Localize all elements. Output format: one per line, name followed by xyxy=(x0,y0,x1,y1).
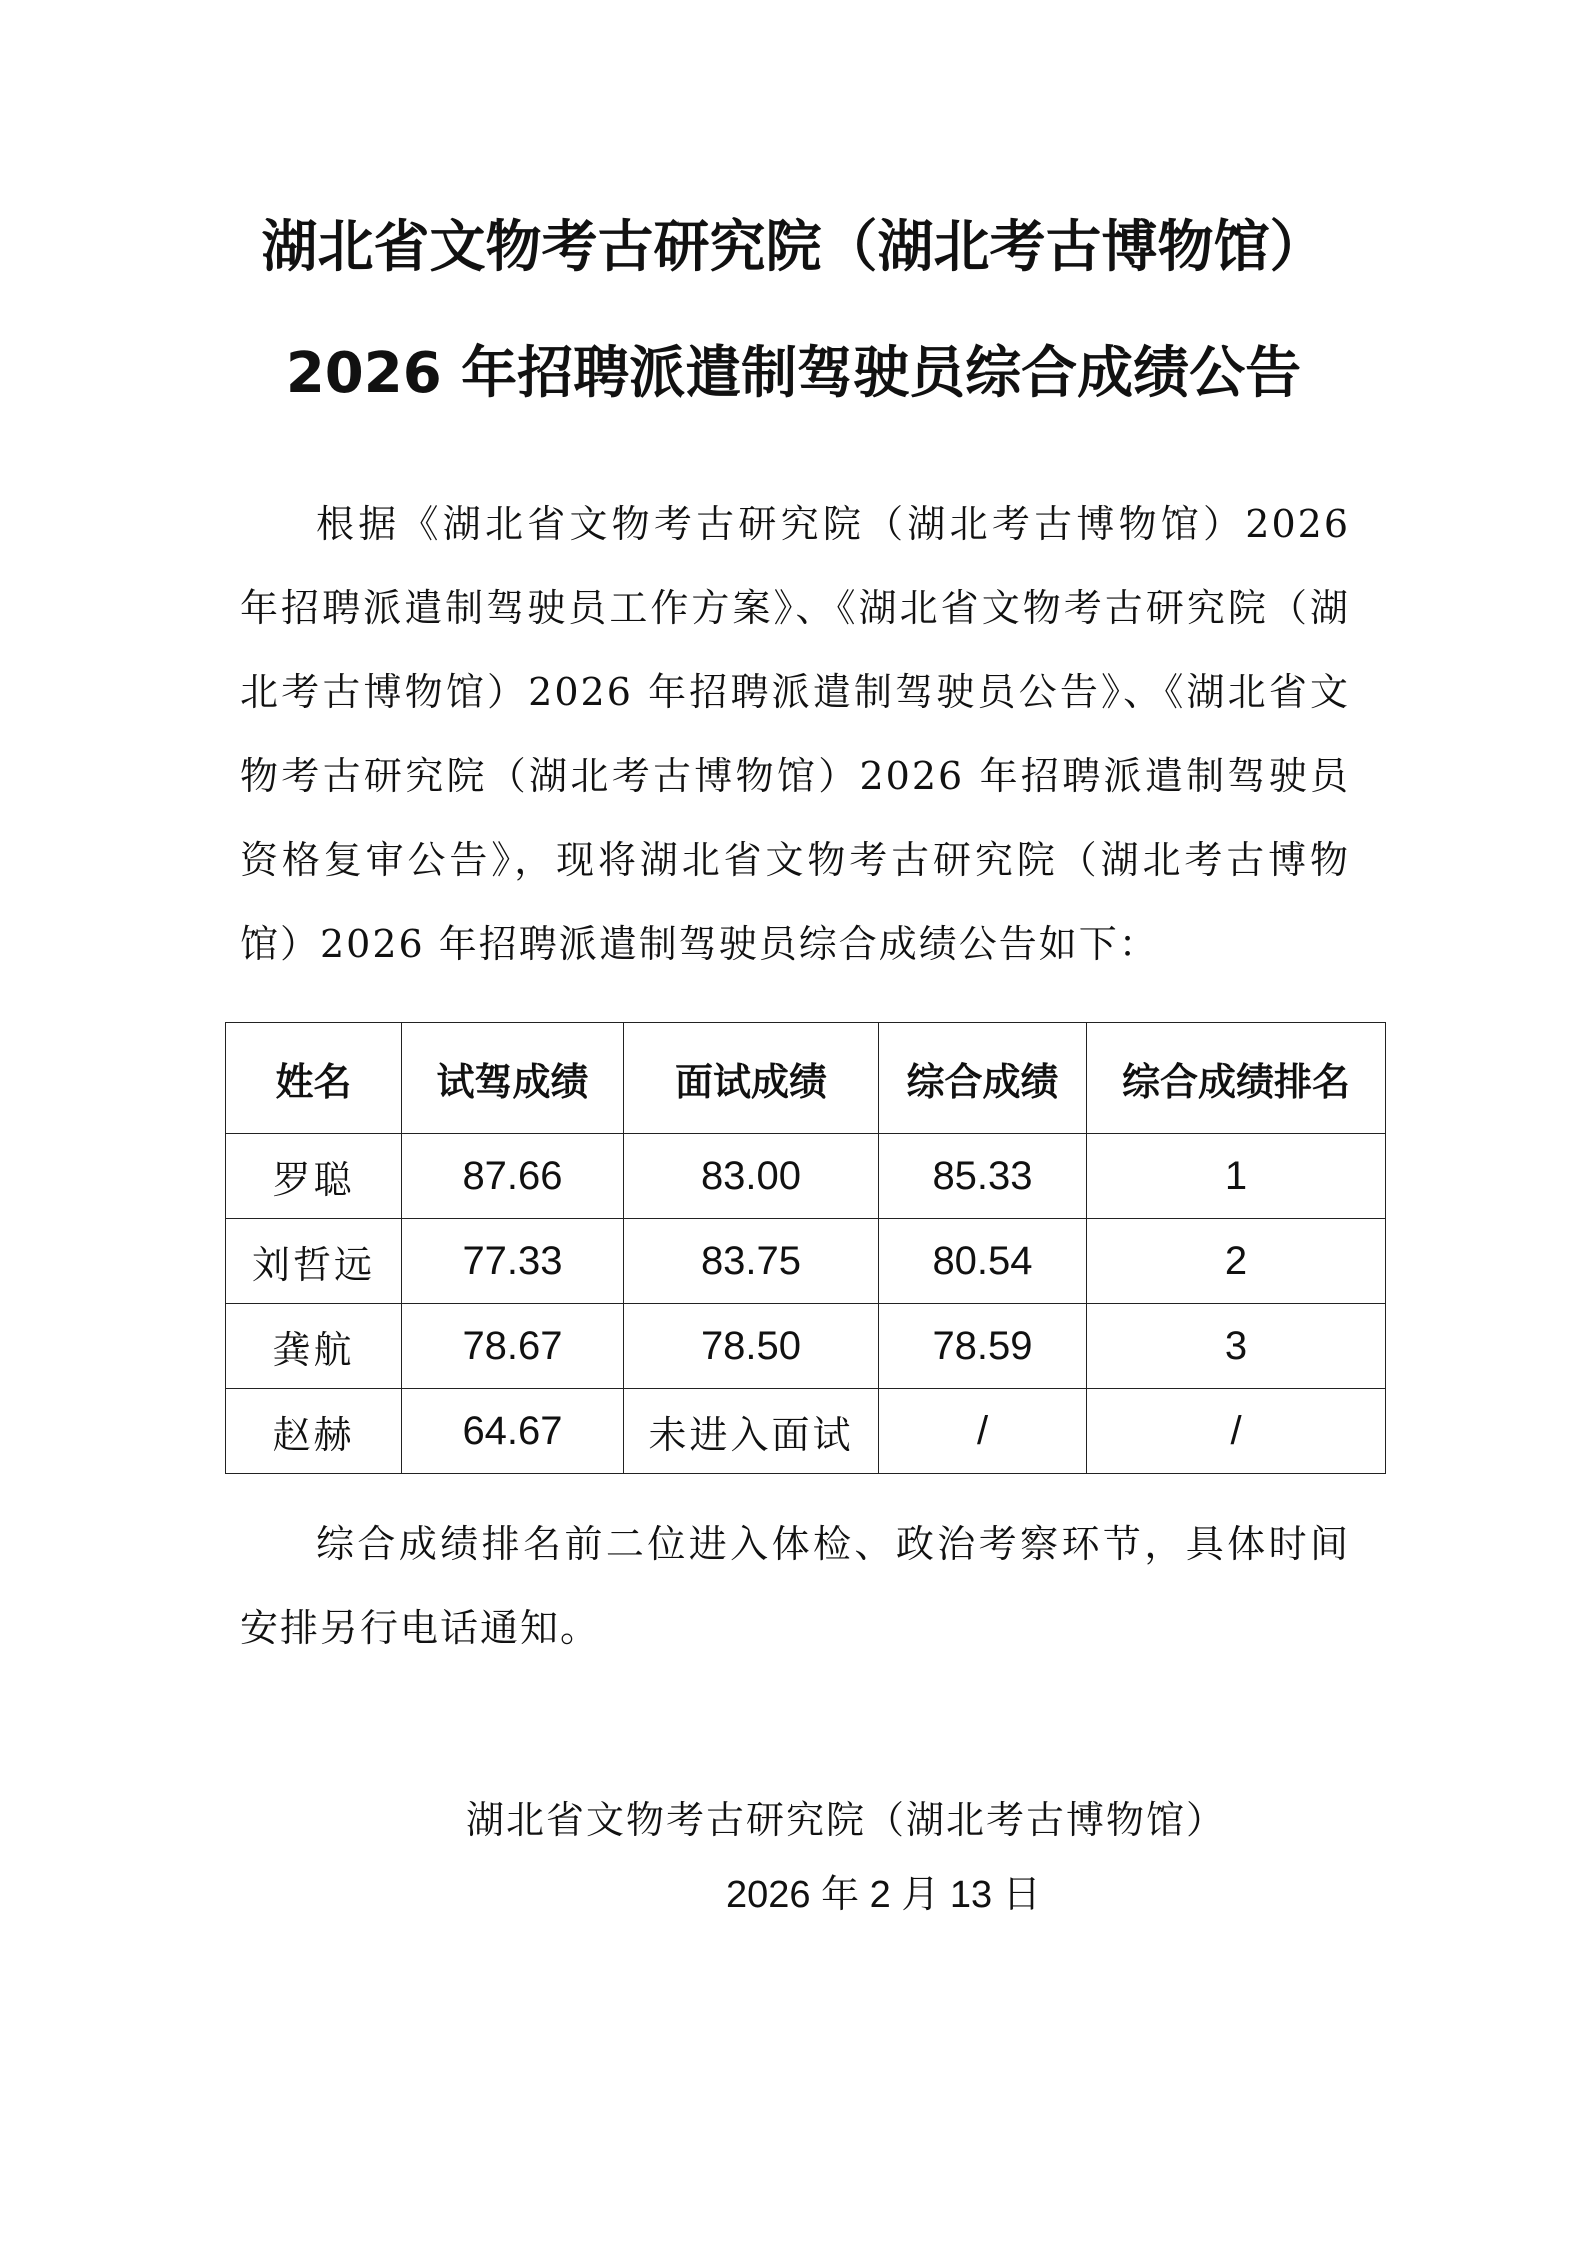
header-overall-rank: 综合成绩排名 xyxy=(1087,1023,1386,1134)
cell-overall-score: 78.59 xyxy=(879,1304,1087,1389)
cell-name: 龚航 xyxy=(226,1304,402,1389)
cell-interview-score: 83.00 xyxy=(624,1134,879,1219)
cell-overall-rank: / xyxy=(1087,1389,1386,1474)
cell-test-drive-score: 77.33 xyxy=(402,1219,624,1304)
cell-test-drive-score: 64.67 xyxy=(402,1389,624,1474)
intro-paragraph: 根据《湖北省文物考古研究院（湖北考古博物馆）2026 年招聘派遣制驾驶员工作方案》、《湖北省文物考古研究院（湖北考古博物馆）2026 年招聘派遣制驾驶员公告》、《湖北省文物考古研究院（湖北考古博物馆）2026 年招聘派遣制驾驶员资格复审公告》，现将湖北省文物考古研究院（湖北考古博物馆）2026 年招聘派遣制驾驶员综合成绩公告如下： xyxy=(240,502,1350,966)
cell-overall-rank: 1 xyxy=(1087,1134,1386,1219)
table-row xyxy=(226,1134,1386,1219)
cell-overall-score: 80.54 xyxy=(879,1219,1087,1304)
header-test-drive-score: 试驾成绩 xyxy=(402,1023,624,1134)
cell-overall-score: 85.33 xyxy=(879,1134,1087,1219)
signature-organization: 湖北省文物考古研究院（湖北考古博物馆） xyxy=(466,1798,1227,1842)
header-overall-score: 综合成绩 xyxy=(879,1023,1087,1134)
cell-name: 罗聪 xyxy=(226,1134,402,1219)
table-row xyxy=(226,1389,1386,1474)
table-row xyxy=(226,1219,1386,1304)
cell-overall-score: / xyxy=(879,1389,1087,1474)
cell-interview-score: 83.75 xyxy=(624,1219,879,1304)
notice-paragraph: 综合成绩排名前二位进入体检、政治考察环节，具体时间安排另行电话通知。 xyxy=(240,1522,1350,1650)
header-interview-score: 面试成绩 xyxy=(624,1023,879,1134)
cell-interview-score: 未进入面试 xyxy=(624,1389,879,1474)
title-line-2: 2026 年招聘派遣制驾驶员综合成绩公告 xyxy=(285,341,1302,406)
cell-overall-rank: 3 xyxy=(1087,1304,1386,1389)
cell-test-drive-score: 87.66 xyxy=(402,1134,624,1219)
cell-test-drive-score: 78.67 xyxy=(402,1304,624,1389)
cell-name: 赵赫 xyxy=(226,1389,402,1474)
header-name: 姓名 xyxy=(226,1023,402,1134)
table-row xyxy=(226,1304,1386,1389)
signature-date: 2026 年 2 月 13 日 xyxy=(726,1874,1041,1916)
title-line-1: 湖北省文物考古研究院（湖北考古博物馆） xyxy=(261,215,1326,280)
score-table xyxy=(225,1022,1386,1474)
cell-name: 刘哲远 xyxy=(226,1219,402,1304)
cell-interview-score: 78.50 xyxy=(624,1304,879,1389)
cell-overall-rank: 2 xyxy=(1087,1219,1386,1304)
table-header-row xyxy=(226,1023,1386,1134)
